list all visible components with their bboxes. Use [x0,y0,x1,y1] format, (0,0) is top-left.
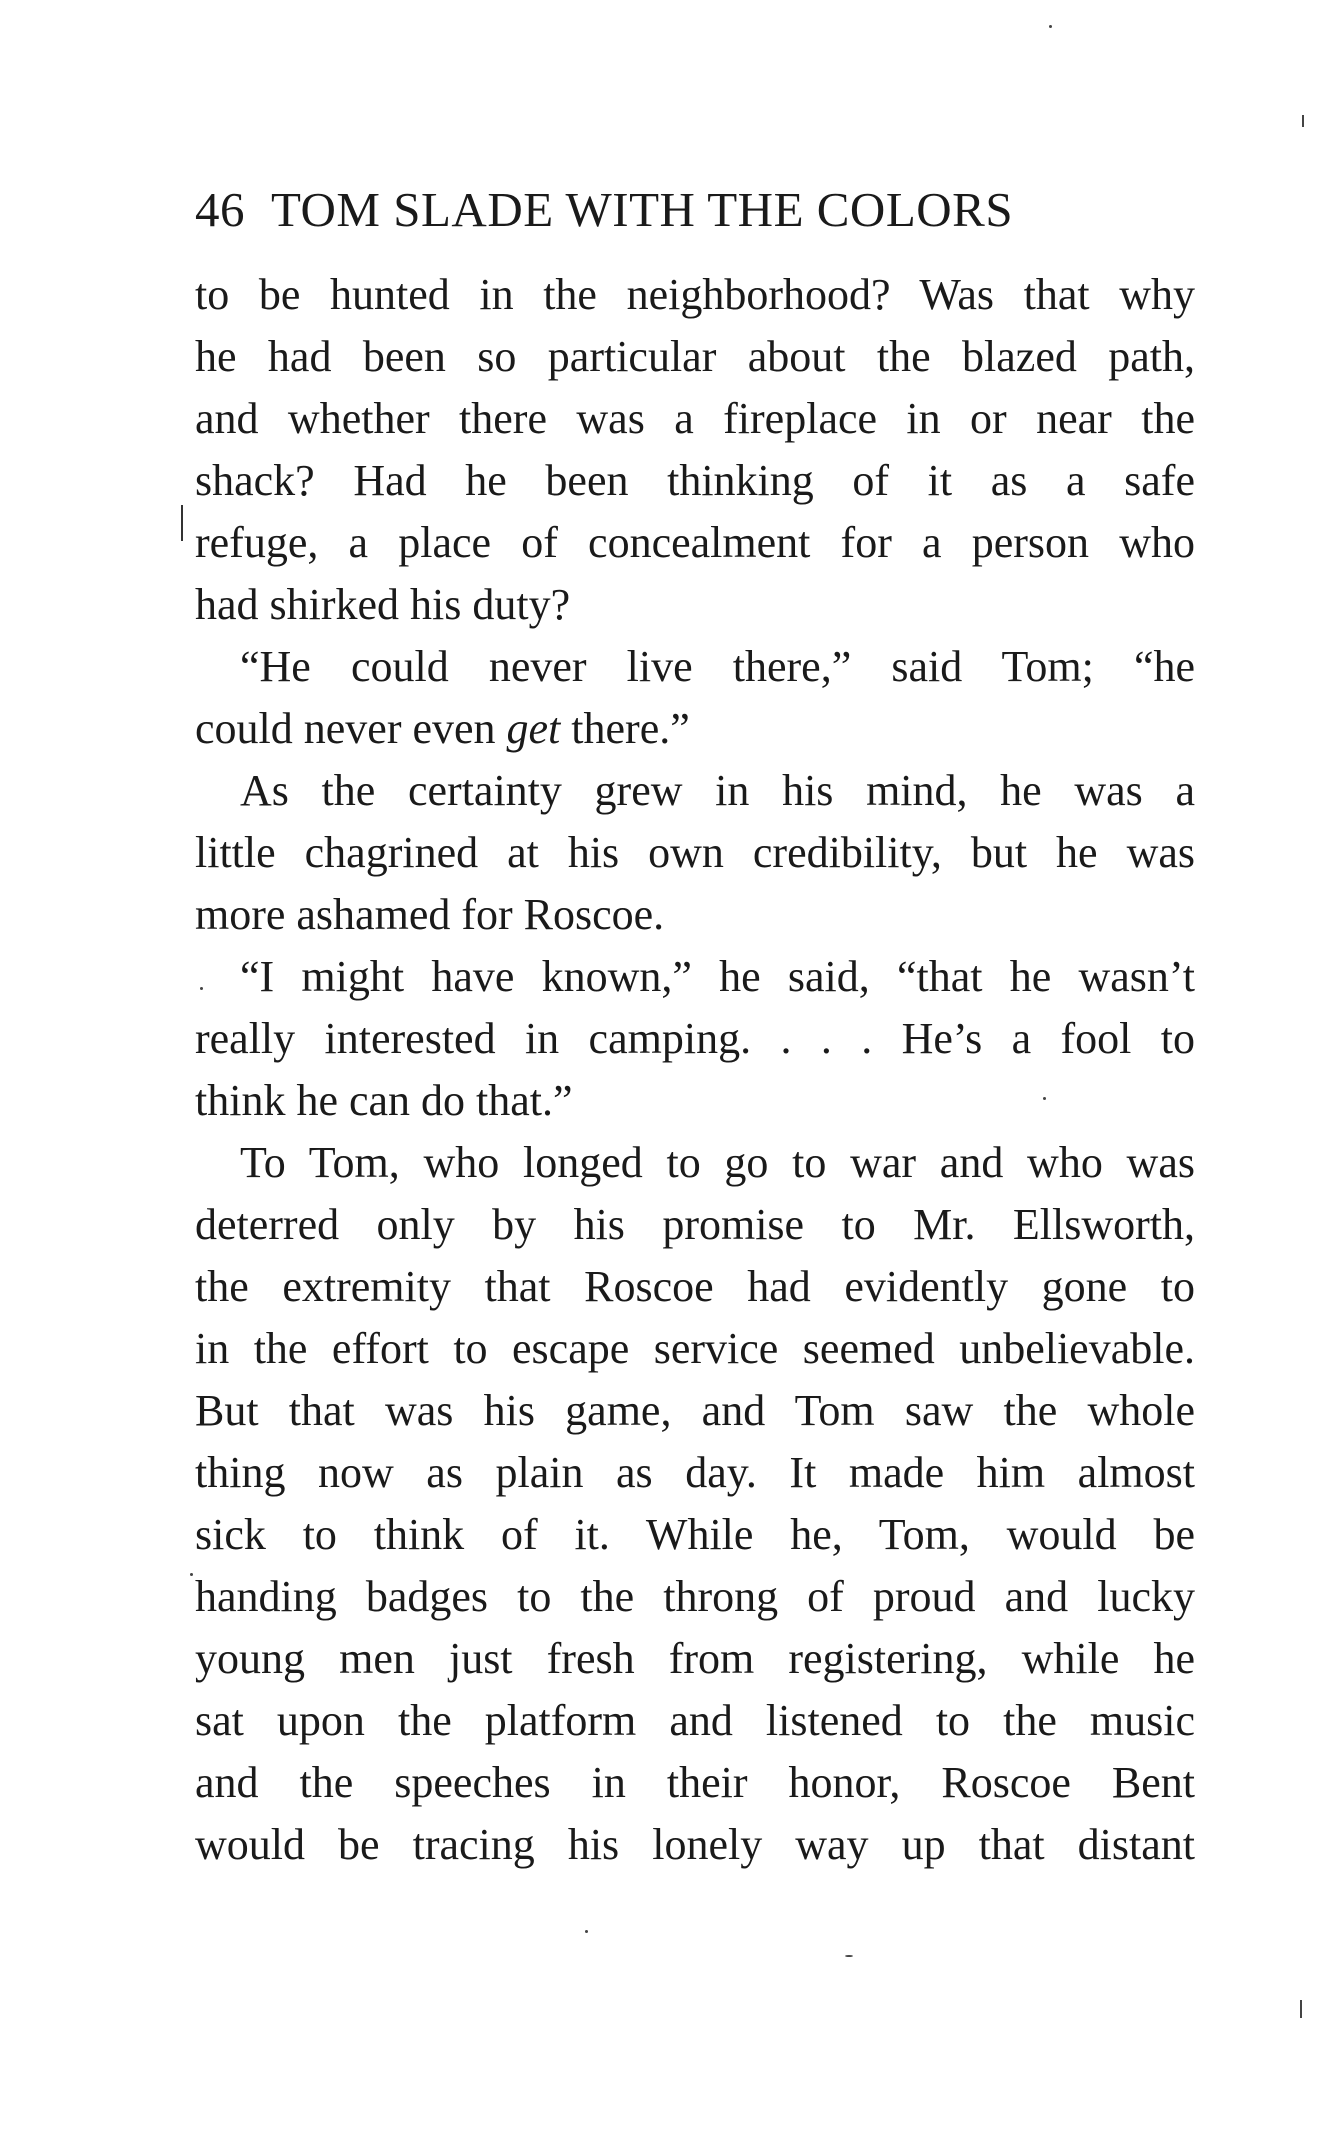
scan-speck [1302,115,1304,127]
scan-speck [190,1573,193,1576]
text-line: But that was his game, and Tom saw the whole [195,1386,1195,1435]
text-line: had shirked his duty? [195,580,571,629]
text-line: and the speeches in their honor, Roscoe Bent [195,1758,1195,1807]
text-line: “I might have known,” he said, “that he wasn’t [240,952,1195,1001]
text-line: To Tom, who longed to go to war and who was [240,1138,1195,1187]
scan-speck [1043,1097,1046,1100]
margin-mark [181,505,183,541]
text-segment: there.” [560,704,690,753]
text-line: think he can do that.” [195,1076,573,1125]
text-line: he had been so particular about the blazed path, [195,332,1195,381]
text-line: sick to think of it. While he, Tom, would be [195,1510,1195,1559]
text-line: little chagrined at his own credibility, but he was [195,828,1195,877]
text-line: shack? Had he been thinking of it as a safe [195,456,1195,505]
text-line: As the certainty grew in his mind, he was a [240,766,1195,815]
text-line: young men just fresh from registering, while he [195,1634,1195,1683]
scan-speck [1300,2000,1302,2018]
text-line: thing now as plain as day. It made him almost [195,1448,1195,1497]
text-line: sat upon the platform and listened to the music [195,1696,1195,1745]
text-line: the extremity that Roscoe had evidently gone to [195,1262,1195,1311]
text-line: refuge, a place of concealment for a person who [195,518,1195,567]
scan-speck [845,1955,853,1957]
text-line: to be hunted in the neighborhood? Was that why [195,270,1195,319]
scan-speck [585,1930,588,1933]
text-line: and whether there was a fireplace in or near the [195,394,1195,443]
text-line: handing badges to the throng of proud and lucky [195,1572,1195,1621]
text-line: would be tracing his lonely way up that distant [195,1820,1195,1869]
running-head [195,178,1195,242]
text-segment: could never even [195,704,507,753]
scan-speck [1049,25,1052,28]
scan-speck [200,987,203,990]
running-title: TOM SLADE WITH THE COLORS [271,182,1014,237]
text-line: more ashamed for Roscoe. [195,890,665,939]
body-text [195,264,1195,1876]
text-line [195,698,1195,760]
text-line: in the effort to escape service seemed unbelievable. [195,1324,1195,1373]
text-line: deterred only by his promise to Mr. Ellsworth, [195,1200,1195,1249]
italic-word: get [506,704,561,753]
text-line: really interested in camping. . . . He’s a fool to [195,1014,1195,1063]
text-line: “He could never live there,” said Tom; “he [240,642,1195,691]
page-number: 46 [195,182,245,237]
